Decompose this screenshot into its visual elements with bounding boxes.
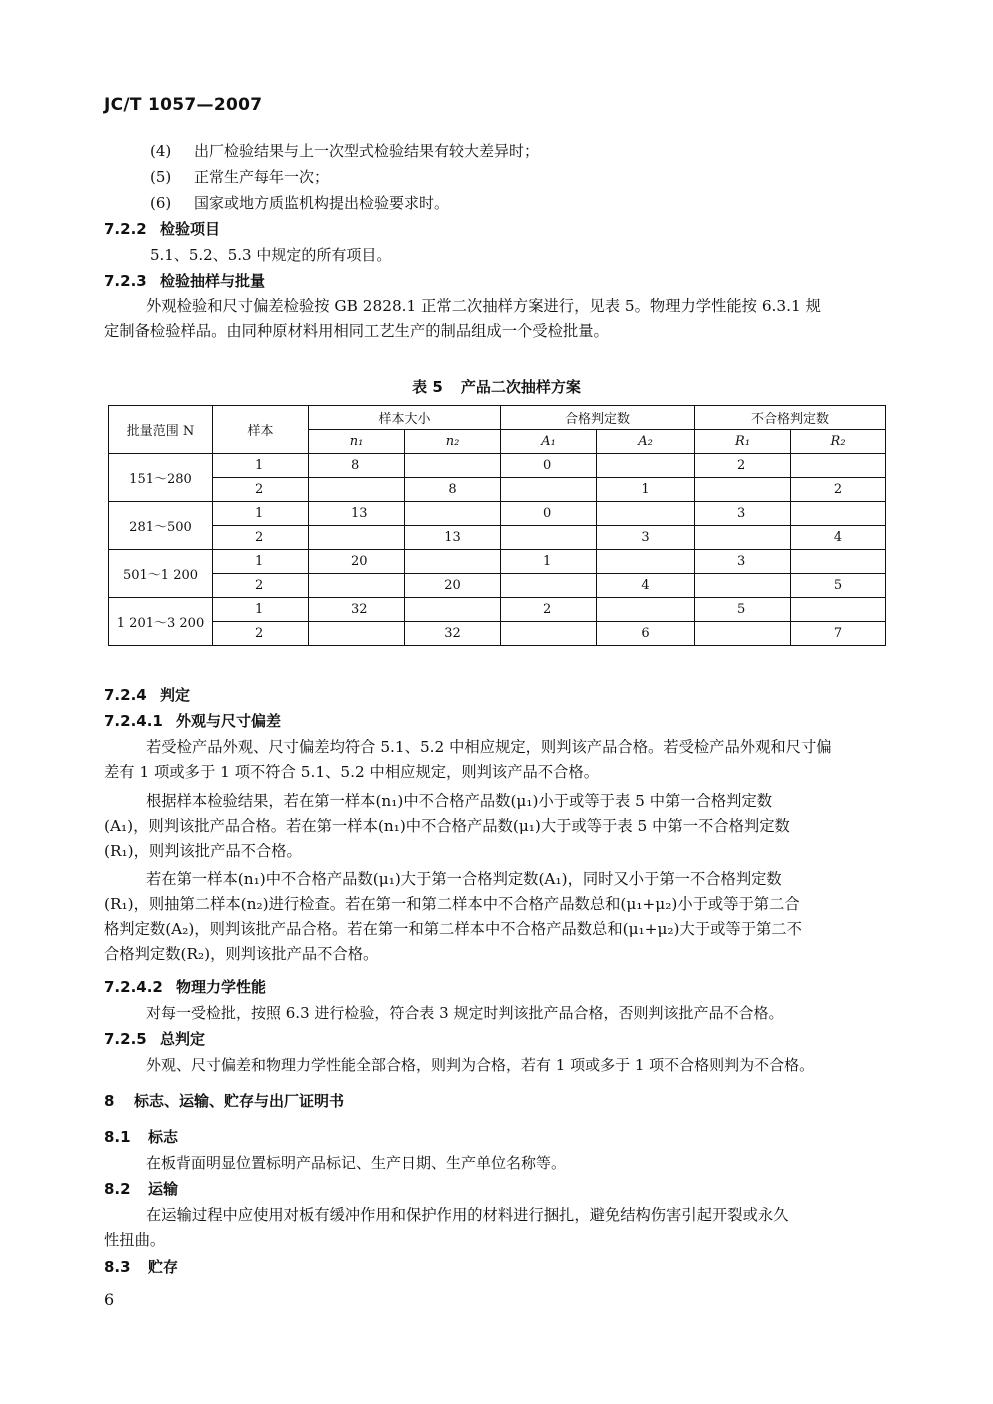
a2-cell: 1 (597, 478, 695, 502)
n1-cell: 8 (309, 454, 405, 478)
section-title: 检验抽样与批量 (160, 272, 266, 290)
list-item-number: (4) (150, 142, 172, 160)
r1-cell: 3 (695, 502, 791, 526)
n2-cell: 32 (405, 622, 501, 646)
sample-cell: 1 (213, 454, 309, 478)
n1-cell: 32 (309, 598, 405, 622)
section-body-7-2-5: 外观、尺寸偏差和物理力学性能全部合格，则判为合格，若有 1 项或多于 1 项不合格则判为不合格。 (146, 1056, 815, 1074)
table-row (109, 478, 886, 502)
a2-cell (597, 502, 695, 526)
r1-cell: 2 (695, 454, 791, 478)
section-body-7-2-2: 5.1、5.2、5.3 中规定的所有项目。 (150, 246, 392, 264)
n1-cell (309, 526, 405, 550)
n2-cell: 8 (405, 478, 501, 502)
paragraph-line: 合格判定数(R₂)，则判该批产品不合格。 (104, 945, 379, 963)
r2-cell (791, 454, 886, 478)
r1-cell: 3 (695, 550, 791, 574)
table-row (109, 526, 886, 550)
batch-range-cell: 1 201～3 200 (109, 598, 213, 646)
header-rejection: 不合格判定数 (695, 406, 886, 430)
list-item-number: (6) (150, 194, 172, 212)
list-item-4 (150, 140, 539, 161)
table-row (109, 574, 886, 598)
page-number: 6 (104, 1290, 115, 1309)
a2-cell (597, 550, 695, 574)
n2-cell (405, 454, 501, 478)
table-row (109, 454, 886, 478)
a2-cell: 3 (597, 526, 695, 550)
standard-number: JC/T 1057—2007 (104, 95, 263, 115)
paragraph-line: (R₁)，则判该批产品不合格。 (104, 842, 302, 860)
a1-cell (501, 622, 597, 646)
paragraph-line: (R₁)，则抽第二样本(n₂)进行检查。若在第一和第二样本中不合格产品数总和(μ₁+μ₂)小于或等于第二合 (104, 895, 800, 913)
batch-range-cell: 151～280 (109, 454, 213, 502)
section-title: 物理力学性能 (176, 978, 267, 996)
section-number: 7.2.4.1 (104, 712, 163, 730)
header-a2: A₂ (597, 430, 695, 454)
section-heading-8 (104, 1090, 344, 1111)
section-heading-7-2-2 (104, 218, 220, 239)
header-r1: R₁ (695, 430, 791, 454)
sample-cell: 1 (213, 550, 309, 574)
section-title: 标志、运输、贮存与出厂证明书 (134, 1092, 345, 1110)
paragraph-line: 在运输过程中应使用对板有缓冲作用和保护作用的材料进行捆扎，避免结构伤害引起开裂或永久 (146, 1206, 789, 1224)
section-title: 贮存 (148, 1258, 179, 1276)
n2-cell (405, 550, 501, 574)
r2-cell: 2 (791, 478, 886, 502)
section-number: 7.2.4 (104, 686, 147, 704)
a1-cell (501, 526, 597, 550)
a2-cell (597, 598, 695, 622)
header-n2: n₂ (405, 430, 501, 454)
n2-cell: 20 (405, 574, 501, 598)
section-body-8-2 (104, 1203, 884, 1253)
section-heading-7-2-4-2 (104, 976, 266, 997)
r2-cell: 4 (791, 526, 886, 550)
n2-cell (405, 502, 501, 526)
r1-cell (695, 526, 791, 550)
r1-cell (695, 478, 791, 502)
r1-cell (695, 622, 791, 646)
paragraph-line: 差有 1 项或多于 1 项不符合 5.1、5.2 中相应规定，则判该产品不合格。 (104, 763, 600, 781)
table-row (109, 622, 886, 646)
n2-cell: 13 (405, 526, 501, 550)
section-number: 7.2.5 (104, 1030, 147, 1048)
section-heading-7-2-4-1 (104, 710, 281, 731)
section-number: 7.2.3 (104, 272, 147, 290)
section-title: 标志 (148, 1128, 179, 1146)
list-item-text: 国家或地方质监机构提出检验要求时。 (194, 194, 450, 212)
a1-cell (501, 574, 597, 598)
r2-cell (791, 550, 886, 574)
paragraph-line: 根据样本检验结果，若在第一样本(n₁)中不合格产品数(μ₁)小于或等于表 5 中第一合格判定数 (146, 792, 773, 810)
a2-cell: 4 (597, 574, 695, 598)
section-number: 7.2.4.2 (104, 978, 163, 996)
a2-cell (597, 454, 695, 478)
paragraph-line: (A₁)，则判该批产品合格。若在第一样本(n₁)中不合格产品数(μ₁)大于或等于表 5 中第一不合格判定数 (104, 817, 790, 835)
section-title: 运输 (148, 1180, 179, 1198)
sample-cell: 2 (213, 574, 309, 598)
table-row (109, 550, 886, 574)
a1-cell: 0 (501, 502, 597, 526)
n1-cell: 13 (309, 502, 405, 526)
section-heading-7-2-5 (104, 1028, 205, 1049)
header-sample-size: 样本大小 (309, 406, 501, 430)
section-title: 外观与尺寸偏差 (176, 712, 282, 730)
header-a1: A₁ (501, 430, 597, 454)
r2-cell: 7 (791, 622, 886, 646)
section-body-7-2-4-2: 对每一受检批，按照 6.3 进行检验，符合表 3 规定时判该批产品合格，否则判该批产品不合格。 (146, 1004, 784, 1022)
list-item-number: (5) (150, 168, 172, 186)
section-heading-8-3 (104, 1256, 178, 1277)
section-title: 总判定 (160, 1030, 206, 1048)
n1-cell (309, 574, 405, 598)
header-batch-range: 批量范围 N (109, 406, 213, 454)
section-heading-8-2 (104, 1178, 178, 1199)
paragraph-line: 性扭曲。 (104, 1231, 166, 1249)
n1-cell (309, 478, 405, 502)
sample-cell: 1 (213, 502, 309, 526)
section-title: 检验项目 (160, 220, 221, 238)
paragraph-7-2-4-1-a (104, 735, 884, 785)
table-number: 表 5 (412, 378, 443, 396)
header-sample: 样本 (213, 406, 309, 454)
list-item-text: 正常生产每年一次； (194, 168, 330, 186)
table-title: 产品二次抽样方案 (460, 378, 581, 396)
list-item-text: 出厂检验结果与上一次型式检验结果有较大差异时； (194, 142, 540, 160)
section-heading-7-2-4 (104, 684, 190, 705)
sampling-plan-table (108, 405, 886, 646)
paragraph-line: 定制备检验样品。由同种原材料用相同工艺生产的制品组成一个受检批量。 (104, 322, 609, 340)
list-item-6 (150, 192, 449, 213)
n1-cell (309, 622, 405, 646)
section-body-8-1: 在板背面明显位置标明产品标记、生产日期、生产单位名称等。 (146, 1154, 567, 1172)
sample-cell: 1 (213, 598, 309, 622)
section-body-7-2-3 (104, 294, 884, 344)
paragraph-line: 格判定数(A₂)，则判该批产品合格。若在第一和第二样本中不合格产品数总和(μ₁+μ₂)大于或等于第二不 (104, 920, 802, 938)
sample-cell: 2 (213, 478, 309, 502)
a1-cell: 1 (501, 550, 597, 574)
r2-cell (791, 502, 886, 526)
section-heading-8-1 (104, 1126, 178, 1147)
paragraph-line: 若在第一样本(n₁)中不合格产品数(μ₁)大于第一合格判定数(A₁)，同时又小于第一不合格判定数 (146, 870, 782, 888)
a1-cell (501, 478, 597, 502)
table-row (109, 598, 886, 622)
list-item-5 (150, 166, 329, 187)
paragraph-7-2-4-1-b (104, 789, 884, 864)
section-heading-7-2-3 (104, 270, 265, 291)
section-number: 8.2 (104, 1180, 131, 1198)
sample-cell: 2 (213, 622, 309, 646)
batch-range-cell: 501～1 200 (109, 550, 213, 598)
section-title: 判定 (160, 686, 191, 704)
section-number: 7.2.2 (104, 220, 147, 238)
paragraph-line: 外观检验和尺寸偏差检验按 GB 2828.1 正常二次抽样方案进行，见表 5。物理力学性能按 6.3.1 规 (146, 297, 821, 315)
r1-cell: 5 (695, 598, 791, 622)
a1-cell: 2 (501, 598, 597, 622)
a1-cell: 0 (501, 454, 597, 478)
n2-cell (405, 598, 501, 622)
paragraph-7-2-4-1-c (104, 867, 884, 967)
r1-cell (695, 574, 791, 598)
section-number: 8 (104, 1092, 115, 1110)
header-n1: n₁ (309, 430, 405, 454)
n1-cell: 20 (309, 550, 405, 574)
paragraph-line: 若受检产品外观、尺寸偏差均符合 5.1、5.2 中相应规定，则判该产品合格。若受检产品外观和尺寸偏 (146, 738, 832, 756)
table-caption (0, 376, 993, 397)
batch-range-cell: 281～500 (109, 502, 213, 550)
sample-cell: 2 (213, 526, 309, 550)
table-row (109, 502, 886, 526)
section-number: 8.1 (104, 1128, 131, 1146)
section-number: 8.3 (104, 1258, 131, 1276)
header-acceptance: 合格判定数 (501, 406, 695, 430)
header-r2: R₂ (791, 430, 886, 454)
r2-cell (791, 598, 886, 622)
r2-cell: 5 (791, 574, 886, 598)
a2-cell: 6 (597, 622, 695, 646)
